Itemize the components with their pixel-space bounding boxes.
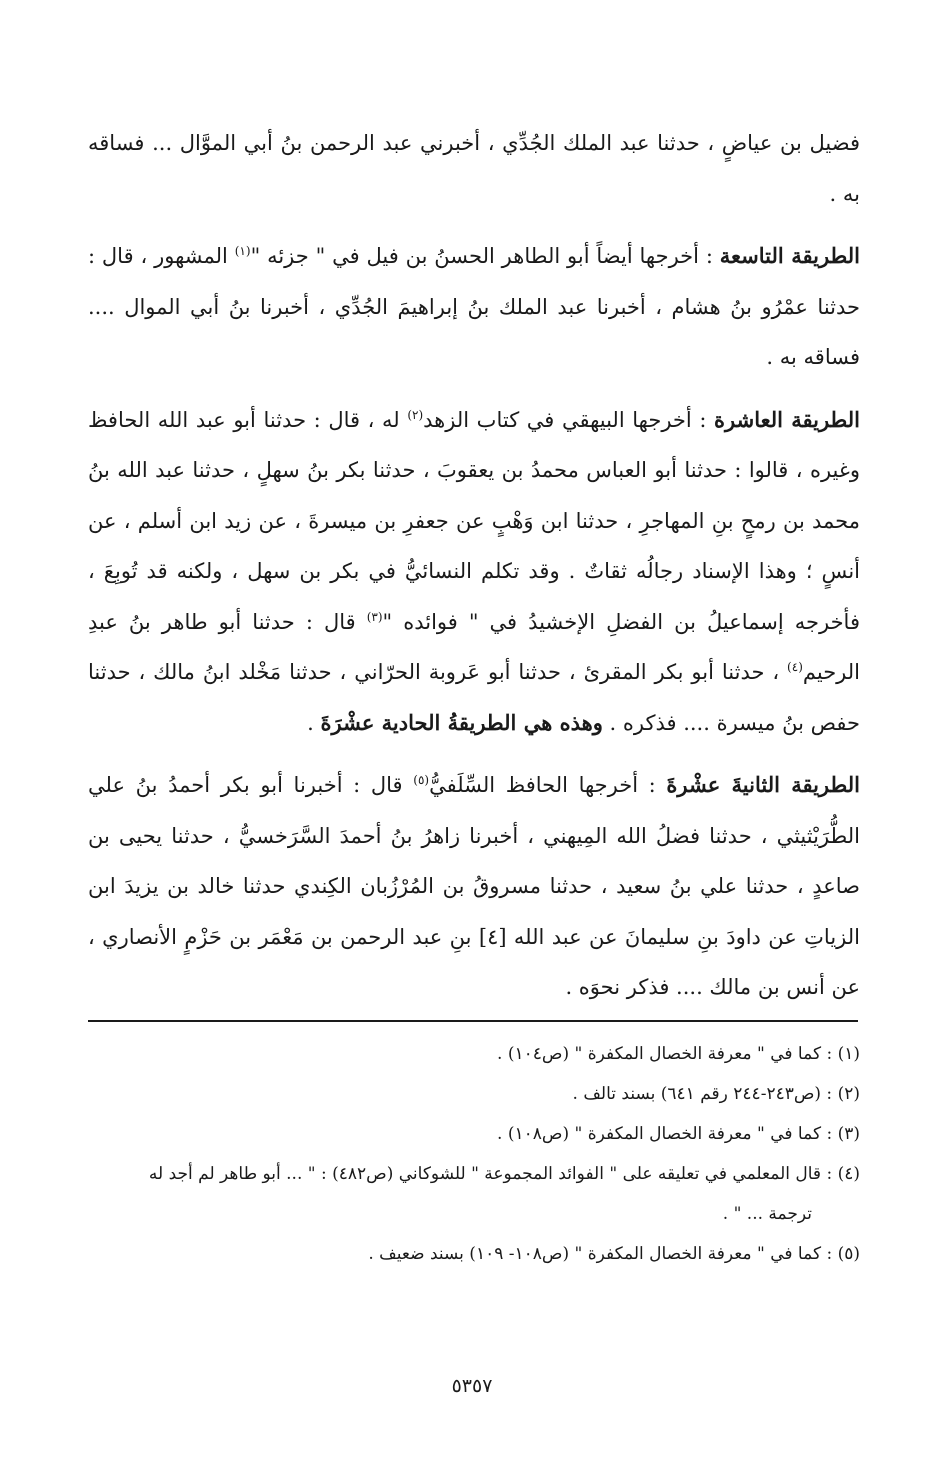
- paragraph-text: له ، قال : حدثنا أبو عبد الله الحافظ وغيره ، قالوا : حدثنا أبو العباس محمدُ بن يعقوبَ ، حدثنا بكر بنُ سهلٍ ، حدثنا عبد الله بنُ محمد بن رمحٍ بنِ المهاجرِ ، حدثنا ابن وَهْبٍ عن جعفرِ بن ميسرةَ ، عن زيد ابن أسلم ، عن أنسٍ ؛ وهذا الإسناد رجالُه ثقاتٌ . وقد تكلم النسائيُّ في بكر بن سهل ، ولكنه قد تُوبِعَ ، فأخرجه إسماعيلُ بن الفضلِ الإخشيدُ في " فوائده ": [88, 407, 860, 634]
- paragraph-text: قال : أخبرنا أبو بكر أحمدُ بنُ علي الطُّرَيْثيثي ، حدثنا فضلُ الله المِيهني ، أخبرنا زاهرُ بنُ أحمدَ السَّرَخسيُّ ، حدثنا يحيى بن صاعدٍ ، حدثنا علي بنُ سعيد ، حدثنا مسروقُ بن المُرْزُبان الكِندي حدثنا خالد بن يزيدَ ابن الزياتِ عن داودَ بنِ سليمانَ عن عبد الله [٤] بنِ عبد الرحمن بن مَعْمَر بن حَزْمٍ الأنصاري ، عن أنس بن مالك .... فذكر نحوَه .: [88, 773, 860, 999]
- footnote-marker: (٢): [407, 407, 424, 422]
- paragraph-continuation: [88, 118, 860, 219]
- footnote-text: : قال المعلمي في تعليقه على " الفوائد المجموعة " للشوكاني (ص٤٨٢) : " ... أبو طاهر لم أجد له: [148, 1164, 838, 1184]
- footnote-continuation: ترجمة ... " .: [722, 1204, 812, 1224]
- footnote-text: : (ص٢٤٣-٢٤٤ رقم ٦٤١) بسند تالف .: [572, 1084, 838, 1104]
- main-text: [88, 118, 860, 1013]
- footnote-text: : كما في " معرفة الخصال المكفرة " (ص١٠٤) .: [497, 1044, 838, 1064]
- paragraph-method-12: [88, 760, 860, 1013]
- page-number: ٥٣٥٧: [451, 1375, 493, 1397]
- paragraph-method-9: [88, 231, 860, 383]
- section-heading: الطريقة الثانيةَ عشْرةَ: [666, 772, 860, 797]
- paragraph-text: ، حدثنا أبو بكر المقرئ ، حدثنا أبو عَروبة الحرّاني ، حدثنا مَخْلد ابنُ مالك ، حدثنا حفص بنُ ميسرة .... فذكره .: [88, 660, 860, 735]
- footnote-number: (٣): [837, 1124, 860, 1144]
- footnote-number: (٥): [837, 1244, 860, 1264]
- paragraph-text: .: [307, 710, 321, 735]
- footnote-item: [88, 1074, 860, 1114]
- paragraph-text: قال : حدثنا أبو طاهر بنُ عبدِ الرحيم: [88, 609, 860, 684]
- footnote-text: : كما في " معرفة الخصال المكفرة " (ص١٠٨) .: [497, 1124, 838, 1144]
- footnote-item: [88, 1114, 860, 1154]
- paragraph-text: المشهور ، قال : حدثنا عمْرُو بنُ هشام ، أخبرنا عبد الملك بنُ إبراهيمَ الجُدِّي ، أخبرنا بنُ أبي الموال .... فساقه به .: [88, 244, 860, 369]
- footnote-marker: (١): [234, 244, 251, 258]
- footnote-number: (١): [837, 1044, 860, 1064]
- footnote-number: (٢): [837, 1084, 860, 1104]
- paragraph-text: : أخرجها البيهقي في كتاب الزهد: [423, 407, 715, 432]
- bold-statement: وهذه هي الطريقةُ الحادية عشْرَةَ: [320, 709, 603, 735]
- footnote-marker: (٤): [787, 660, 803, 674]
- section-heading: الطريقة العاشرة: [714, 406, 861, 432]
- footnote-item: [88, 1034, 860, 1074]
- footnote-item: [88, 1234, 860, 1274]
- paragraph-text: : أخرجها الحافظ السِّلَفيُّ: [429, 773, 667, 797]
- footnote-marker: (٣): [366, 609, 383, 624]
- footnote-number: (٤): [837, 1164, 860, 1184]
- paragraph-text: : أخرجها أيضاً أبو الطاهر الحسنُ بن فيل في " جزئه ": [250, 244, 720, 268]
- footnote-marker: (٥): [413, 773, 430, 787]
- section-heading: الطريقة التاسعة: [719, 243, 860, 268]
- paragraph-method-10: [88, 395, 860, 749]
- footnote-text: : كما في " معرفة الخصال المكفرة " (ص١٠٨- ١٠٩) بسند ضعيف .: [368, 1244, 838, 1264]
- footnote-item: [88, 1154, 860, 1234]
- footnotes: [88, 1034, 860, 1274]
- paragraph-text: فضيل بن عياضٍ ، حدثنا عبد الملك الجُدِّي ، أخبرني عبد الرحمن بنُ أبي الموَّال ... فساقه به .: [88, 131, 860, 206]
- footnote-divider: [88, 1020, 858, 1022]
